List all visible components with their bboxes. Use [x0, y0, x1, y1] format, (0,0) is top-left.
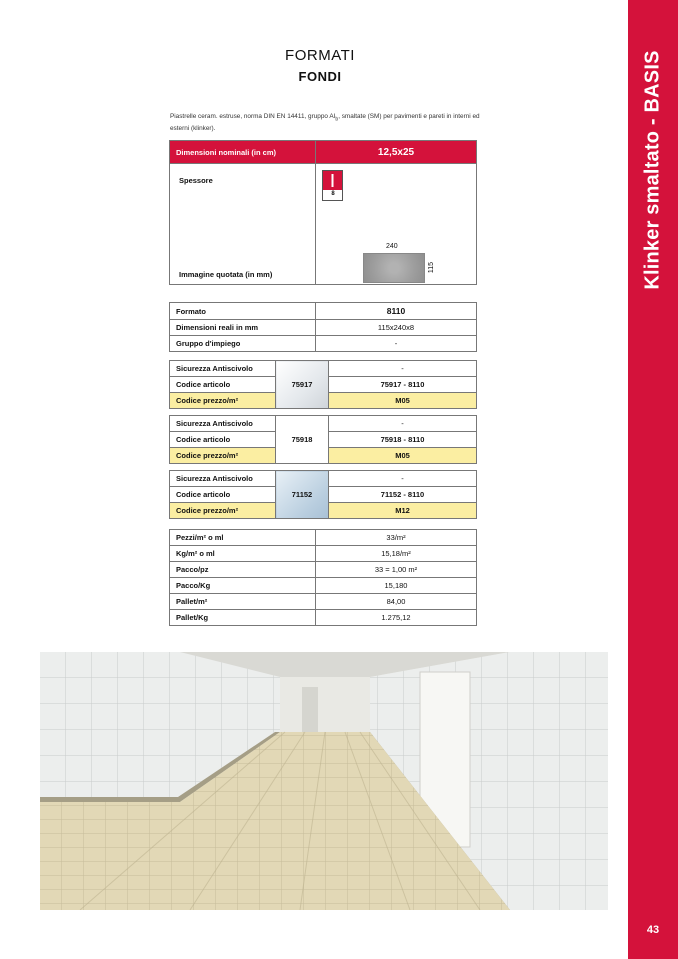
- codice-label: Codice articolo: [170, 487, 276, 503]
- spec-row-dimensioni: [170, 320, 477, 336]
- codice-label: Codice articolo: [170, 377, 276, 393]
- spec-label: Formato: [170, 303, 316, 320]
- thickness-icon: [322, 170, 348, 202]
- prezzo-value: M05: [329, 448, 477, 464]
- pack-value: 15,180: [316, 578, 477, 594]
- swatch-75917: 75917: [276, 361, 329, 409]
- sicurezza-label: Sicurezza Antiscivolo: [170, 361, 276, 377]
- swatch-71152: 71152: [276, 471, 329, 519]
- spec-label: Gruppo d'impiego: [170, 336, 316, 352]
- spessore-label: Spessore: [179, 176, 213, 185]
- prezzo-label: Codice prezzo/m²: [170, 503, 276, 519]
- prezzo-label: Codice prezzo/m²: [170, 393, 276, 409]
- sicurezza-label: Sicurezza Antiscivolo: [170, 471, 276, 487]
- pack-value: 15,18/m²: [316, 546, 477, 562]
- pack-value: 33/m²: [316, 530, 477, 546]
- article-table-71152: [169, 470, 477, 519]
- dim-header-value: 12,5x25: [316, 141, 477, 164]
- intro-text: [170, 112, 480, 133]
- dim-header-label: Dimensioni nominali (in cm): [170, 141, 316, 164]
- spec-row-formato: [170, 303, 477, 320]
- tile-width-label: 240: [386, 243, 398, 250]
- pack-value: 84,00: [316, 594, 477, 610]
- spec-value: 115x240x8: [316, 320, 477, 336]
- page-subtitle: FONDI: [298, 69, 342, 84]
- sidebar-title: Klinker smaltato - BASIS: [641, 50, 664, 290]
- immagine-label: Immagine quotata (in mm): [179, 270, 273, 279]
- spec-label: Dimensioni reali in mm: [170, 320, 316, 336]
- spec-value: -: [316, 336, 477, 352]
- pack-label: Pallet/m²: [170, 594, 316, 610]
- sicurezza-value: -: [329, 471, 477, 487]
- pack-label: Pacco/Kg: [170, 578, 316, 594]
- swatch-75918: 75918: [276, 416, 329, 464]
- intro-text-main: Piastrelle ceram. estruse, norma DIN EN 14411, gruppo AI: [170, 113, 336, 120]
- sicurezza-label: Sicurezza Antiscivolo: [170, 416, 276, 432]
- page-number: 43: [646, 924, 660, 936]
- pack-label: Pezzi/m² o ml: [170, 530, 316, 546]
- sicurezza-value: -: [329, 416, 477, 432]
- intro-text-sub: b: [335, 116, 339, 123]
- prezzo-value: M05: [329, 393, 477, 409]
- codice-value: 75918 - 8110: [329, 432, 477, 448]
- thickness-value: 8: [331, 191, 335, 197]
- pack-label: Pacco/pz: [170, 562, 316, 578]
- corridor-illustration: [40, 652, 608, 910]
- pack-value: 33 = 1,00 m²: [316, 562, 477, 578]
- dimensions-table: [169, 140, 477, 285]
- codice-label: Codice articolo: [170, 432, 276, 448]
- page-title: FORMATI: [285, 47, 355, 64]
- codice-value: 71152 - 8110: [329, 487, 477, 503]
- packaging-table: [169, 529, 477, 626]
- corridor-photo: [40, 652, 608, 910]
- tile-height-label: 115: [428, 261, 436, 274]
- prezzo-value: M12: [329, 503, 477, 519]
- article-table-75918: [169, 415, 477, 464]
- specs-table: [169, 302, 477, 352]
- tile-drawing: [363, 253, 425, 283]
- spec-value: 8110: [316, 303, 477, 320]
- prezzo-label: Codice prezzo/m²: [170, 448, 276, 464]
- sicurezza-value: -: [329, 361, 477, 377]
- article-table-75917: [169, 360, 477, 409]
- codice-value: 75917 - 8110: [329, 377, 477, 393]
- dim-labels-cell: [170, 164, 316, 285]
- spec-row-gruppo: [170, 336, 477, 352]
- dim-drawing-cell: [316, 164, 477, 285]
- intro-text-tail: , smaltate (SM) per pavimenti e pareti in interni ed esterni (klinker).: [170, 113, 480, 133]
- pack-label: Kg/m² o ml: [170, 546, 316, 562]
- pack-label: Pallet/Kg: [170, 610, 316, 626]
- pack-value: 1.275,12: [316, 610, 477, 626]
